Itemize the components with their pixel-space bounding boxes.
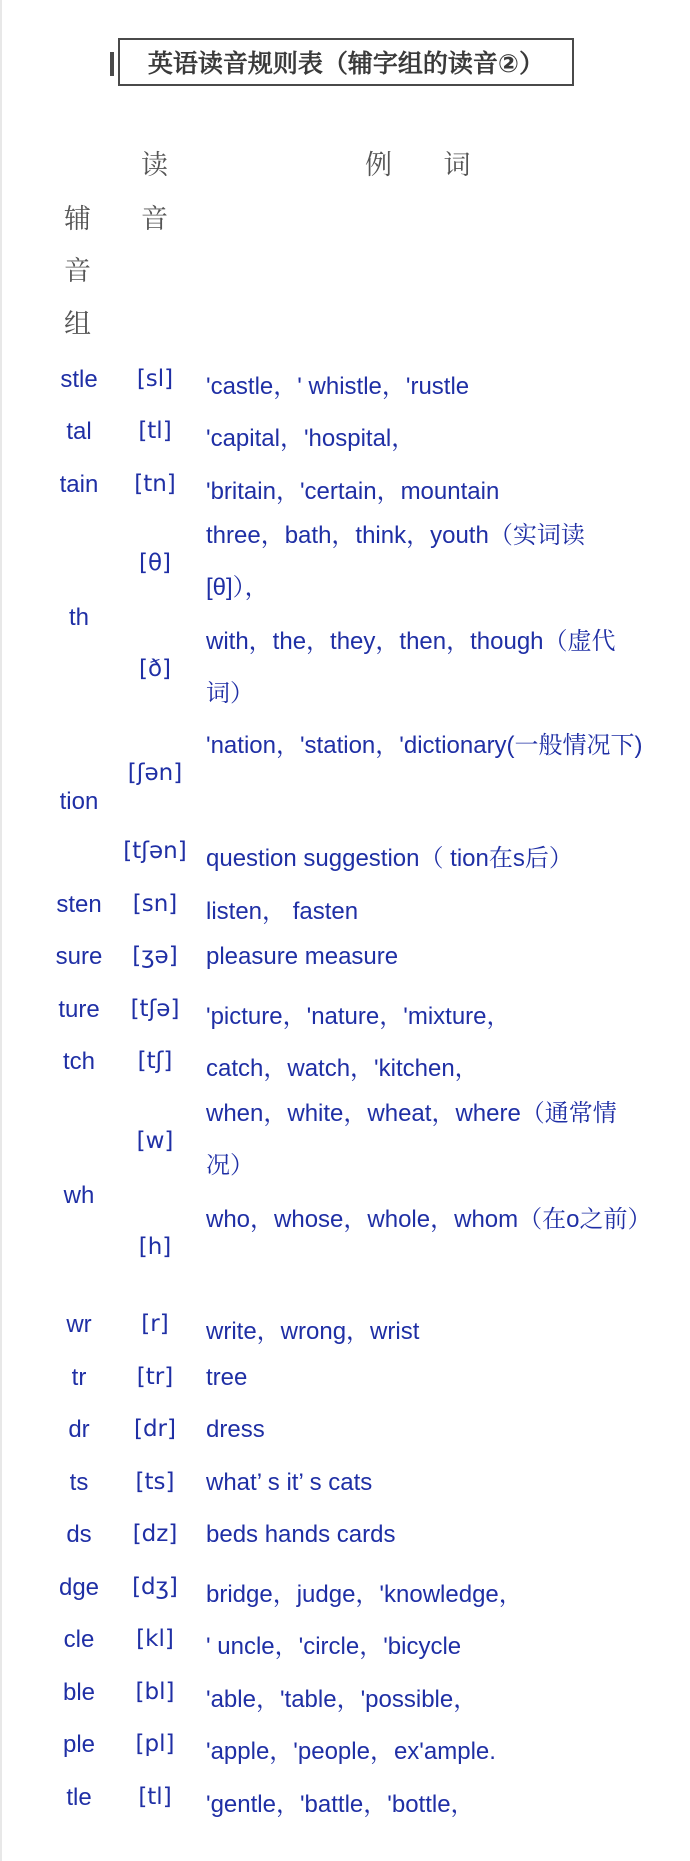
example-words: ' uncle，'circle，'bicycle (206, 1633, 462, 1660)
example-words: with，the，they，then，though（虚代词） (206, 628, 616, 707)
consonant-group: dr (68, 1416, 90, 1443)
phonetic: [kl] (136, 1626, 174, 1652)
example-words: 'able，'table，'possible， (206, 1686, 478, 1713)
consonant-group: tch (62, 1048, 95, 1075)
phonetic: [sn] (132, 891, 178, 917)
example-words: who，whose，whole，whom（在o之前） (206, 1206, 652, 1233)
consonant-group: ds (66, 1521, 92, 1548)
page-edge (0, 0, 2, 1861)
phonetic: [tʃ] (137, 1048, 173, 1074)
phonetic: [dr] (133, 1416, 176, 1442)
phonetic: [r] (141, 1311, 169, 1337)
phonetic: [tl] (138, 1784, 172, 1810)
phonetic: [dz] (132, 1521, 178, 1547)
example-words: question suggestion（ tion在s后） (206, 845, 573, 872)
phonetic: [ʒə] (132, 943, 178, 969)
example-words: 'capital，'hospital， (206, 425, 416, 452)
phonetic: [ts] (135, 1469, 175, 1495)
header-reading-1: 读 (141, 150, 168, 181)
phonetic: [tʃə] (130, 996, 180, 1022)
example-words: listen， fasten (206, 898, 359, 925)
example-words: tree (206, 1364, 248, 1391)
consonant-group: wr (66, 1311, 92, 1338)
consonant-group: ture (58, 996, 100, 1023)
phonetic: [sl] (136, 366, 174, 392)
example-words: catch，watch，'kitchen， (206, 1055, 479, 1082)
consonant-group: tr (71, 1364, 87, 1391)
phonetic: [ð] (138, 656, 172, 682)
header-group-3: 组 (64, 309, 91, 340)
example-words: pleasure measure (206, 943, 399, 970)
phonetic: [pl] (135, 1731, 175, 1757)
example-words: beds hands cards (206, 1521, 396, 1548)
consonant-group: ble (62, 1679, 96, 1706)
example-words: three，bath，think，youth（实词读[θ]）， (206, 522, 585, 601)
example-words: 'britain，'certain，mountain (206, 478, 500, 505)
header-examples: 例 词 (365, 150, 471, 181)
example-words: 'apple，'people，ex'ample. (206, 1738, 496, 1765)
consonant-group: tion (59, 788, 99, 815)
title-marker (110, 52, 114, 76)
consonant-group: cle (63, 1626, 95, 1653)
consonant-group: sure (55, 943, 103, 970)
phonetic: [tl] (138, 418, 172, 444)
consonant-group: tain (59, 471, 99, 498)
page-title: 英语读音规则表（辅字组的读音②） (147, 49, 545, 78)
phonetic: [h] (138, 1234, 172, 1260)
phonetic: [tʃən] (123, 838, 187, 864)
header-reading-2: 音 (141, 204, 168, 235)
phonetic: [bl] (135, 1679, 175, 1705)
example-words: 'nation，'station，'dictionary(一般情况下) (206, 732, 643, 759)
example-words: write，wrong，wrist (206, 1318, 420, 1345)
phonetic: [ʃən] (127, 760, 183, 786)
header-group-2: 音 (64, 256, 91, 287)
example-words: 'picture，'nature，'mixture， (206, 1003, 511, 1030)
header-group-1: 辅 (64, 204, 91, 235)
phonetic: [tr] (136, 1364, 174, 1390)
consonant-group: ts (69, 1469, 89, 1496)
consonant-group: ple (62, 1731, 96, 1758)
title-box (118, 38, 574, 86)
consonant-group: stle (60, 366, 98, 393)
example-words: dress (206, 1416, 265, 1443)
consonant-group: tle (66, 1784, 92, 1811)
example-words: 'castle，' whistle，'rustle (206, 373, 470, 400)
example-words: when，white，wheat，where（通常情况） (206, 1100, 617, 1179)
phonetic: [dʒ] (132, 1574, 178, 1600)
phonetic: [tn] (134, 471, 176, 497)
consonant-group: wh (63, 1182, 95, 1209)
phonetic: [w] (136, 1128, 174, 1154)
consonant-group: sten (56, 891, 102, 918)
consonant-group: th (68, 604, 89, 631)
example-words: what’ s it’ s cats (206, 1469, 373, 1496)
phonetic: [θ] (138, 550, 172, 576)
example-words: bridge，judge，'knowledge， (206, 1581, 523, 1608)
consonant-group: dge (58, 1574, 100, 1601)
consonant-group: tal (66, 418, 92, 445)
example-words: 'gentle，'battle，'bottle， (206, 1791, 475, 1818)
